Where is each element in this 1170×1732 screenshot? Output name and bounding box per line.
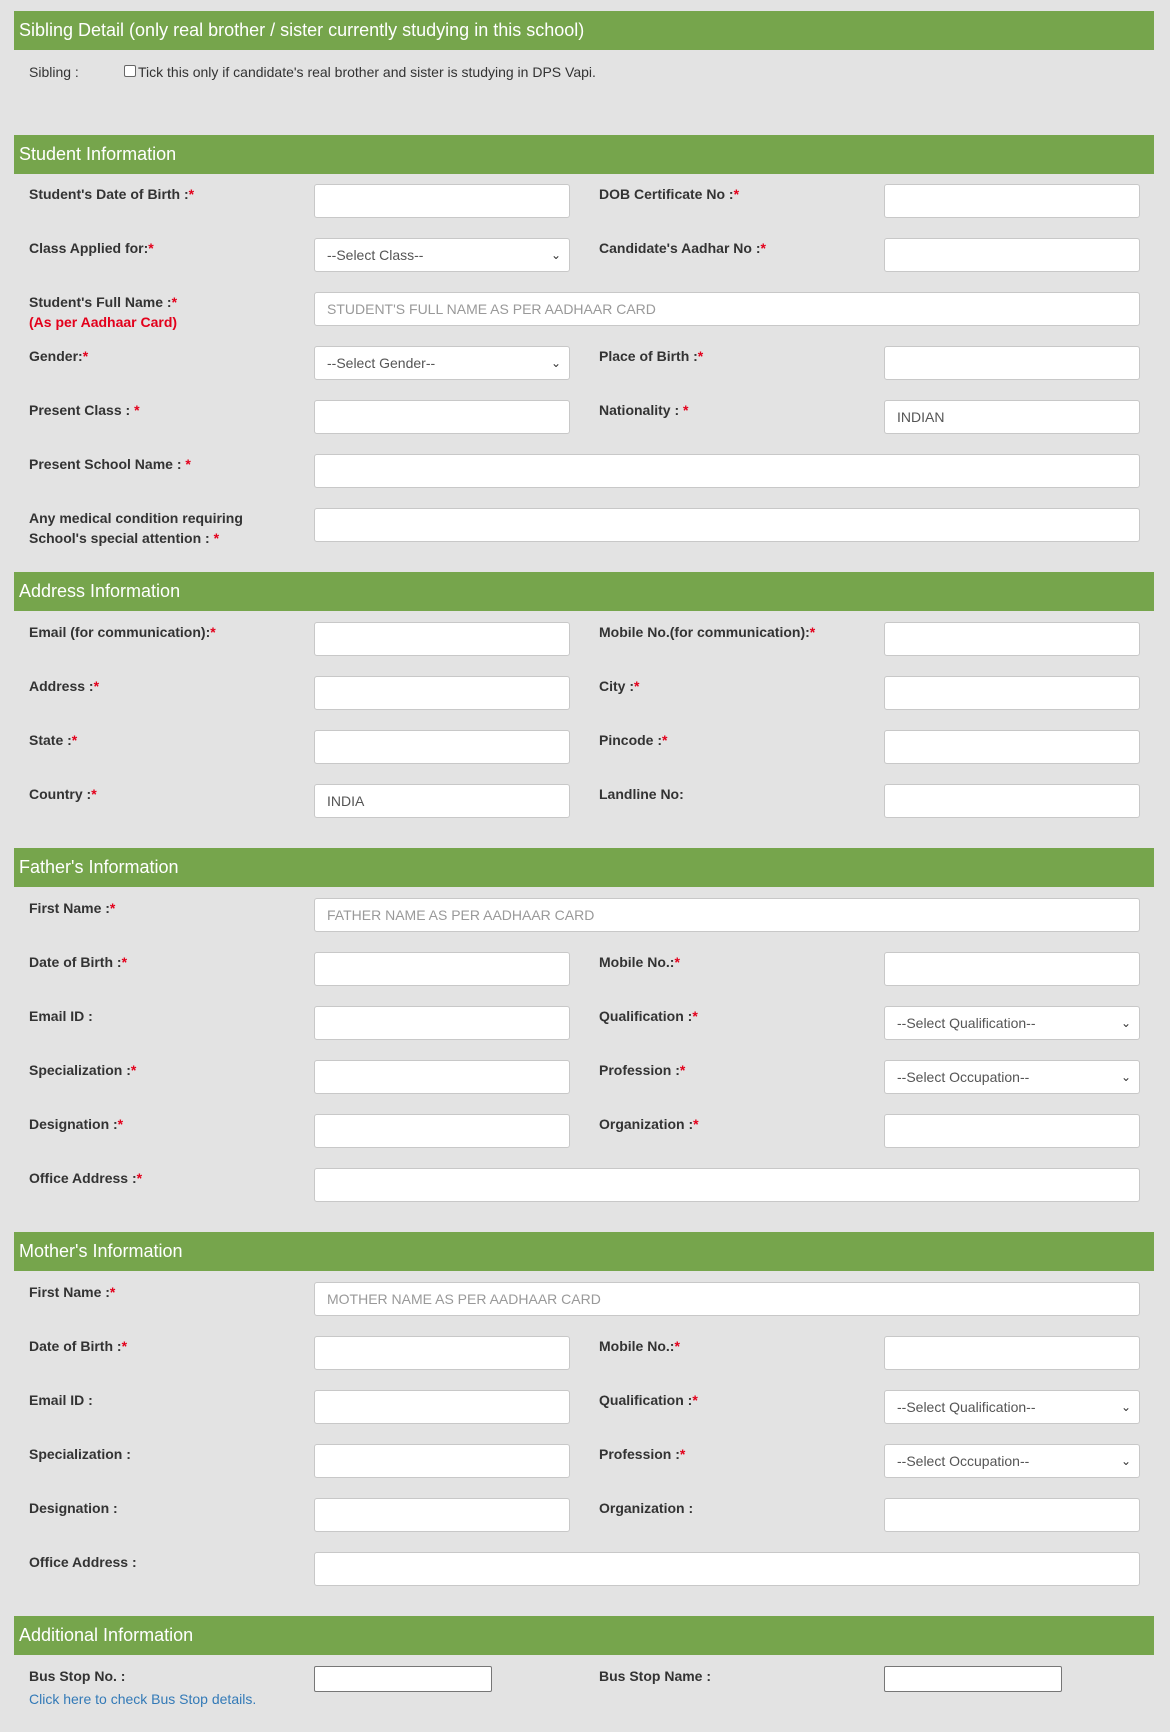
present-school-input[interactable]: [314, 454, 1140, 488]
chevron-down-icon: ⌄: [1120, 1070, 1131, 1084]
father-profession-select[interactable]: --Select Occupation-- ⌄: [884, 1060, 1140, 1094]
aadhar-input[interactable]: [884, 238, 1140, 272]
mother-designation-input[interactable]: [314, 1498, 570, 1532]
student-fullname-label: Student's Full Name :* (As per Aadhaar Card): [29, 294, 178, 330]
mother-profession-label: Profession :*: [599, 1446, 686, 1462]
sibling-section-header: Sibling Detail (only real brother / sister currently studying in this school): [14, 11, 1154, 50]
mother-qualification-select[interactable]: --Select Qualification-- ⌄: [884, 1390, 1140, 1424]
nationality-input[interactable]: INDIAN: [884, 400, 1140, 434]
father-dob-input[interactable]: [314, 952, 570, 986]
bus-stop-no-input[interactable]: [314, 1666, 492, 1692]
chevron-down-icon: ⌄: [550, 356, 561, 370]
city-label: City :*: [599, 678, 640, 694]
sibling-label: Sibling :: [29, 64, 79, 80]
father-organization-label: Organization :*: [599, 1116, 699, 1132]
mother-firstname-input[interactable]: MOTHER NAME AS PER AADHAAR CARD: [314, 1282, 1140, 1316]
mother-email-input[interactable]: [314, 1390, 570, 1424]
mother-dob-input[interactable]: [314, 1336, 570, 1370]
state-input[interactable]: [314, 730, 570, 764]
mother-section-header: Mother's Information: [14, 1232, 1154, 1271]
gender-label: Gender:*: [29, 348, 89, 364]
father-organization-input[interactable]: [884, 1114, 1140, 1148]
student-dob-input[interactable]: [314, 184, 570, 218]
father-email-input[interactable]: [314, 1006, 570, 1040]
place-of-birth-label: Place of Birth :*: [599, 348, 704, 364]
present-class-input[interactable]: [314, 400, 570, 434]
mother-email-label: Email ID :: [29, 1392, 93, 1408]
father-designation-input[interactable]: [314, 1114, 570, 1148]
father-profession-label: Profession :*: [599, 1062, 686, 1078]
mother-designation-label: Designation :: [29, 1500, 118, 1516]
additional-section-header: Additional Information: [14, 1616, 1154, 1655]
city-input[interactable]: [884, 676, 1140, 710]
student-section-header: Student Information: [14, 135, 1154, 174]
father-dob-label: Date of Birth :*: [29, 954, 128, 970]
father-section-header: Father's Information: [14, 848, 1154, 887]
country-input[interactable]: INDIA: [314, 784, 570, 818]
father-firstname-label: First Name :*: [29, 900, 116, 916]
mobile-comm-label: Mobile No.(for communication):*: [599, 624, 816, 640]
mother-firstname-label: First Name :*: [29, 1284, 116, 1300]
chevron-down-icon: ⌄: [1120, 1454, 1131, 1468]
father-mobile-input[interactable]: [884, 952, 1140, 986]
aadhaar-note: (As per Aadhaar Card): [29, 314, 178, 330]
place-of-birth-input[interactable]: [884, 346, 1140, 380]
dob-certificate-label: DOB Certificate No :*: [599, 186, 740, 202]
mother-organization-input[interactable]: [884, 1498, 1140, 1532]
father-office-address-label: Office Address :*: [29, 1170, 143, 1186]
country-label: Country :*: [29, 786, 97, 802]
present-class-label: Present Class : *: [29, 402, 140, 418]
chevron-down-icon: ⌄: [550, 248, 561, 262]
father-qualification-select[interactable]: --Select Qualification-- ⌄: [884, 1006, 1140, 1040]
mother-office-address-input[interactable]: [314, 1552, 1140, 1586]
sibling-checkbox[interactable]: [124, 65, 136, 77]
father-specialization-label: Specialization :*: [29, 1062, 137, 1078]
sibling-checkbox-text: Tick this only if candidate's real brother and sister is studying in DPS Vapi.: [138, 64, 596, 80]
bus-stop-details-link[interactable]: Click here to check Bus Stop details.: [29, 1691, 257, 1707]
pincode-input[interactable]: [884, 730, 1140, 764]
father-firstname-input[interactable]: FATHER NAME AS PER AADHAAR CARD: [314, 898, 1140, 932]
pincode-label: Pincode :*: [599, 732, 668, 748]
father-email-label: Email ID :: [29, 1008, 93, 1024]
mother-qualification-label: Qualification :*: [599, 1392, 698, 1408]
present-school-label: Present School Name : *: [29, 456, 191, 472]
address-section-header: Address Information: [14, 572, 1154, 611]
mobile-comm-input[interactable]: [884, 622, 1140, 656]
mother-mobile-label: Mobile No.:*: [599, 1338, 680, 1354]
landline-label: Landline No:: [599, 786, 684, 802]
mother-office-address-label: Office Address :: [29, 1554, 137, 1570]
medical-condition-label: Any medical condition requiring School's special attention : *: [29, 510, 243, 546]
chevron-down-icon: ⌄: [1120, 1016, 1131, 1030]
gender-select[interactable]: --Select Gender-- ⌄: [314, 346, 570, 380]
class-applied-label: Class Applied for:*: [29, 240, 154, 256]
father-office-address-input[interactable]: [314, 1168, 1140, 1202]
bus-stop-name-label: Bus Stop Name :: [599, 1668, 712, 1684]
mother-dob-label: Date of Birth :*: [29, 1338, 128, 1354]
mother-mobile-input[interactable]: [884, 1336, 1140, 1370]
bus-stop-name-input[interactable]: [884, 1666, 1062, 1692]
nationality-label: Nationality : *: [599, 402, 689, 418]
dob-certificate-input[interactable]: [884, 184, 1140, 218]
email-input[interactable]: [314, 622, 570, 656]
father-designation-label: Designation :*: [29, 1116, 124, 1132]
mother-specialization-label: Specialization :: [29, 1446, 131, 1462]
aadhar-label: Candidate's Aadhar No :*: [599, 240, 766, 256]
student-dob-label: Student's Date of Birth :*: [29, 186, 195, 202]
student-fullname-input[interactable]: STUDENT'S FULL NAME AS PER AADHAAR CARD: [314, 292, 1140, 326]
class-select[interactable]: --Select Class-- ⌄: [314, 238, 570, 272]
father-mobile-label: Mobile No.:*: [599, 954, 680, 970]
father-specialization-input[interactable]: [314, 1060, 570, 1094]
state-label: State :*: [29, 732, 78, 748]
address-input[interactable]: [314, 676, 570, 710]
address-label: Address :*: [29, 678, 100, 694]
father-qualification-label: Qualification :*: [599, 1008, 698, 1024]
bus-stop-no-label: Bus Stop No. :: [29, 1668, 126, 1684]
mother-profession-select[interactable]: --Select Occupation-- ⌄: [884, 1444, 1140, 1478]
chevron-down-icon: ⌄: [1120, 1400, 1131, 1414]
medical-condition-input[interactable]: [314, 508, 1140, 542]
mother-specialization-input[interactable]: [314, 1444, 570, 1478]
email-label: Email (for communication):*: [29, 624, 216, 640]
landline-input[interactable]: [884, 784, 1140, 818]
mother-organization-label: Organization :: [599, 1500, 694, 1516]
